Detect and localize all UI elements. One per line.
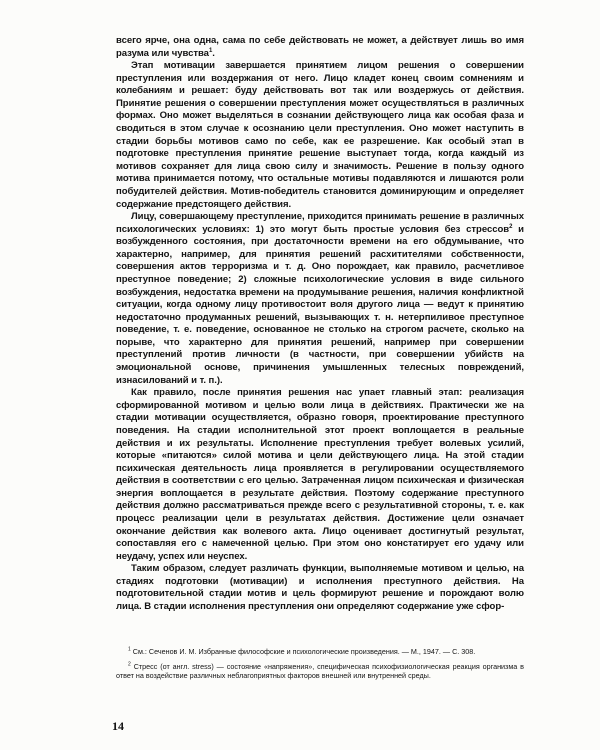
footnote-2-marker: 2	[128, 661, 131, 668]
paragraph-3-before: Лицу, совершающему преступление, приходится принимать решение в различных психологических условиях: 1) это могут быть простые условия без стрессов	[116, 211, 524, 235]
paragraph-2: Этап мотивации завершается принятием лицом решения о совершении преступления или воздержания от него. Лицо кладет конец своим сомнениям и колебаниям и решает: буду действовать вот так или воздержусь от действия. Принятие решения о совершении преступления может осуществляться в различных формах. Оно может выделяться в сознании действующего лица как особая фаза и сводиться в этом случае к осознанию цели преступления. Оно может наступить в стадии борьбы мотивов само по себе, как ее разрешение. Как особый этап в подготовке преступления принятие решение выступает тогда, когда каждый из мотивов сохраняет для лица свою силу и значимость. Решение в пользу одного мотива принимается потому, что остальные мотивы подавляются и лишаются роли побудителей действия. Мотив-победитель становится доминирующим и определяет содержание предстоящего действия.	[116, 60, 524, 210]
paragraph-1-text: всего ярче, она одна, сама по себе действовать не может, а действует лишь во имя разума или чувства	[116, 35, 524, 59]
paragraph-1	[116, 35, 524, 60]
footnote-1-text: См.: Сеченов И. М. Избранные философские и психологические произведения. — М., 1947. — С. 308.	[132, 647, 476, 656]
main-text	[116, 35, 524, 614]
paragraph-3-after: и возбужденного состояния, при достаточности времени на его обдумывание, что характерно, например, для принятия решений расхитителями собственности, совершения актов терроризма и т. д. Оно порождает, как правило, расчетливое преступное поведение; 2) сложные психологические условия в виде сильного возбуждения, недостатка времени на продумывание решения, наличия конфликтной ситуации, когда одному лицу противостоит воля другого лица — ведут к принятию недостаточно продуманных решений, вызывающих т. н. нетерпиливое преступное поведение, т. е. поведение, основанное не столько на строгом расчете, сколько на порыве, что характерно для принятия решений, например при совершении преступлений против личности (в частности, при совершении убийств на эмоциональной основе, причинения умышленных телесных повреждений, изнасилований и т. п.).	[116, 223, 525, 386]
paragraph-1-end: .	[212, 47, 215, 59]
footnote-ref-2: 2	[509, 223, 513, 230]
paragraph-3	[116, 211, 524, 387]
footnotes	[116, 647, 524, 681]
footnote-2-text: Стресс (от англ. stress) — состояние «напряжения», специфическая психофизиологическая реакция организма в ответ на воздействие различных неблагоприятных факторов внешней или внутренней среды.	[116, 661, 525, 681]
footnote-1-marker: 1	[128, 646, 131, 653]
paragraph-5: Таким образом, следует различать функции, выполняемые мотивом и целью, на стадиях подготовки (мотивации) и исполнения преступного действия. На подготовительной стадии мотив и цель формируют решение и порождают волю лица. В стадии исполнения преступления они определяют содержание уже сфор-	[116, 563, 524, 613]
footnote-1	[116, 647, 524, 657]
footnote-2	[116, 662, 524, 681]
paragraph-4: Как правило, после принятия решения нас упает главный этап: реализация сформированной мотивом и целью воли лица в действиях. Практически же на стадии мотивации осуществляется, образно говоря, проектирование преступного поведения. На стадии исполнительной этот проект воплощается в реальные действия и их результаты. Исполнение преступления требует волевых усилий, которые «питаются» силой мотива и цели действующего лица. На этой стадии психическая деятельность лица проявляется в регулировании осуществляемого действия в соответствии с его целью. Затраченная лицом психическая и физическая энергия воплощается в результате действия. Поэтому содержание преступного действия должно рассматриваться прежде всего с результативной стороны, т. е. как процесс реализации цели в результатах действия. Достижение цели означает окончание действия как волевого акта. Лицо оценивает достигнутый результат, сопоставляя его с намеченной целью. При этом оно констатирует его удачу или неудачу, успех или неуспех.	[116, 387, 524, 562]
footnote-ref-1: 1	[208, 47, 213, 54]
page-number: 14	[112, 719, 124, 733]
